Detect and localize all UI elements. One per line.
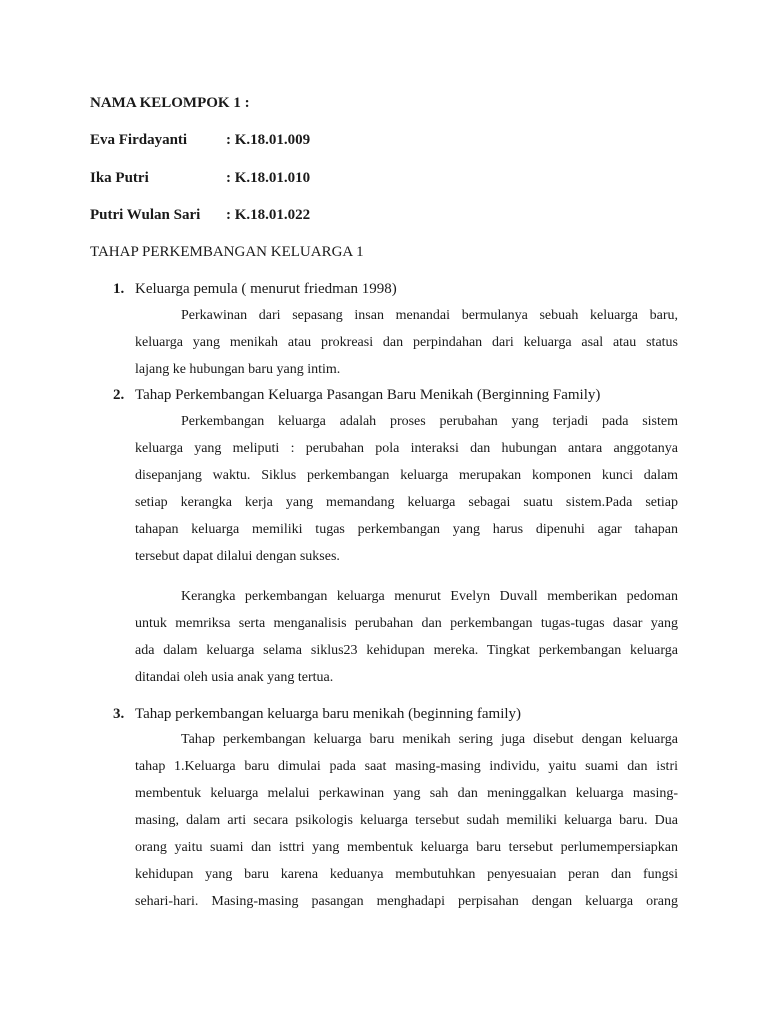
item-number: 2. <box>113 387 125 403</box>
paragraph-line: membentuk keluarga melalui perkawinan yang sah dan meninggalkan keluarga masing- <box>135 786 678 801</box>
paragraph-line: tahapan keluarga memiliki tugas perkembangan yang harus dipenuhi agar tahapan <box>135 522 678 537</box>
paragraph-line: tahap 1.Keluarga baru dimulai pada saat masing-masing individu, yaitu suami dan istri <box>135 759 678 774</box>
paragraph-line: Perkembangan keluarga adalah proses perubahan yang terjadi pada sistem <box>181 414 678 429</box>
paragraph <box>135 302 678 383</box>
item-number: 3. <box>113 706 125 722</box>
member-id: : K.18.01.010 <box>226 170 311 186</box>
paragraph <box>135 583 678 691</box>
item-number: 1. <box>113 281 125 297</box>
paragraph <box>135 408 678 570</box>
paragraph-line: orang yaitu suami dan isttri yang membentuk keluarga baru tersebut perlumempersiapkan <box>135 840 678 855</box>
paragraph-line: tersebut dapat dilalui dengan sukses. <box>135 549 340 564</box>
item-title: Tahap Perkembangan Keluarga Pasangan Baru Menikah (Berginning Family) <box>135 387 601 403</box>
paragraph-line: Tahap perkembangan keluarga baru menikah sering juga disebut dengan keluarga <box>181 732 678 747</box>
paragraph-line: kehidupan yang baru karena keduanya membutuhkan penyesuaian peran dan fungsi <box>135 867 678 882</box>
member-name: Eva Firdayanti <box>90 132 188 148</box>
section-title: TAHAP PERKEMBANGAN KELUARGA 1 <box>90 244 364 260</box>
paragraph-line: setiap kerangka kerja yang memandang keluarga sebagai suatu sistem.Pada setiap <box>135 495 678 510</box>
member-name: Ika Putri <box>90 170 149 186</box>
paragraph-line: masing, dalam arti secara psikologis keluarga tersebut sudah memiliki keluarga baru. Dua <box>135 813 678 828</box>
paragraph-line: Perkawinan dari sepasang insan menandai bermulanya sebuah keluarga baru, <box>181 308 678 323</box>
paragraph-line: sehari-hari. Masing-masing pasangan menghadapi perpisahan dengan keluarga orang <box>135 894 678 909</box>
paragraph-line: Kerangka perkembangan keluarga menurut Evelyn Duvall memberikan pedoman <box>181 589 678 604</box>
item-title: Keluarga pemula ( menurut friedman 1998) <box>135 281 397 297</box>
item-title: Tahap perkembangan keluarga baru menikah (beginning family) <box>135 706 522 722</box>
member-id: : K.18.01.022 <box>226 207 311 223</box>
paragraph-line: keluarga yang meliputi : perubahan pola interaksi dan hubungan antara anggotanya <box>135 441 678 456</box>
paragraph-line: disepanjang waktu. Siklus perkembangan keluarga merupakan komponen kunci dalam <box>135 468 678 483</box>
paragraph-line: lajang ke hubungan baru yang intim. <box>135 362 341 377</box>
member-name: Putri Wulan Sari <box>90 207 201 223</box>
paragraph-line: keluarga yang menikah atau prokreasi dan perpindahan dari keluarga asal atau status <box>135 335 678 350</box>
group-title: NAMA KELOMPOK 1 : <box>90 95 250 111</box>
member-id: : K.18.01.009 <box>226 132 311 148</box>
paragraph-line: untuk memriksa serta menganalisis perubahan dan perkembangan tugas-tugas dasar yang <box>135 616 678 631</box>
paragraph-line: ada dalam keluarga selama siklus23 kehidupan mereka. Tingkat perkembangan keluarga <box>135 643 678 658</box>
paragraph <box>135 726 678 915</box>
paragraph-line: ditandai oleh usia anak yang tertua. <box>135 670 334 685</box>
